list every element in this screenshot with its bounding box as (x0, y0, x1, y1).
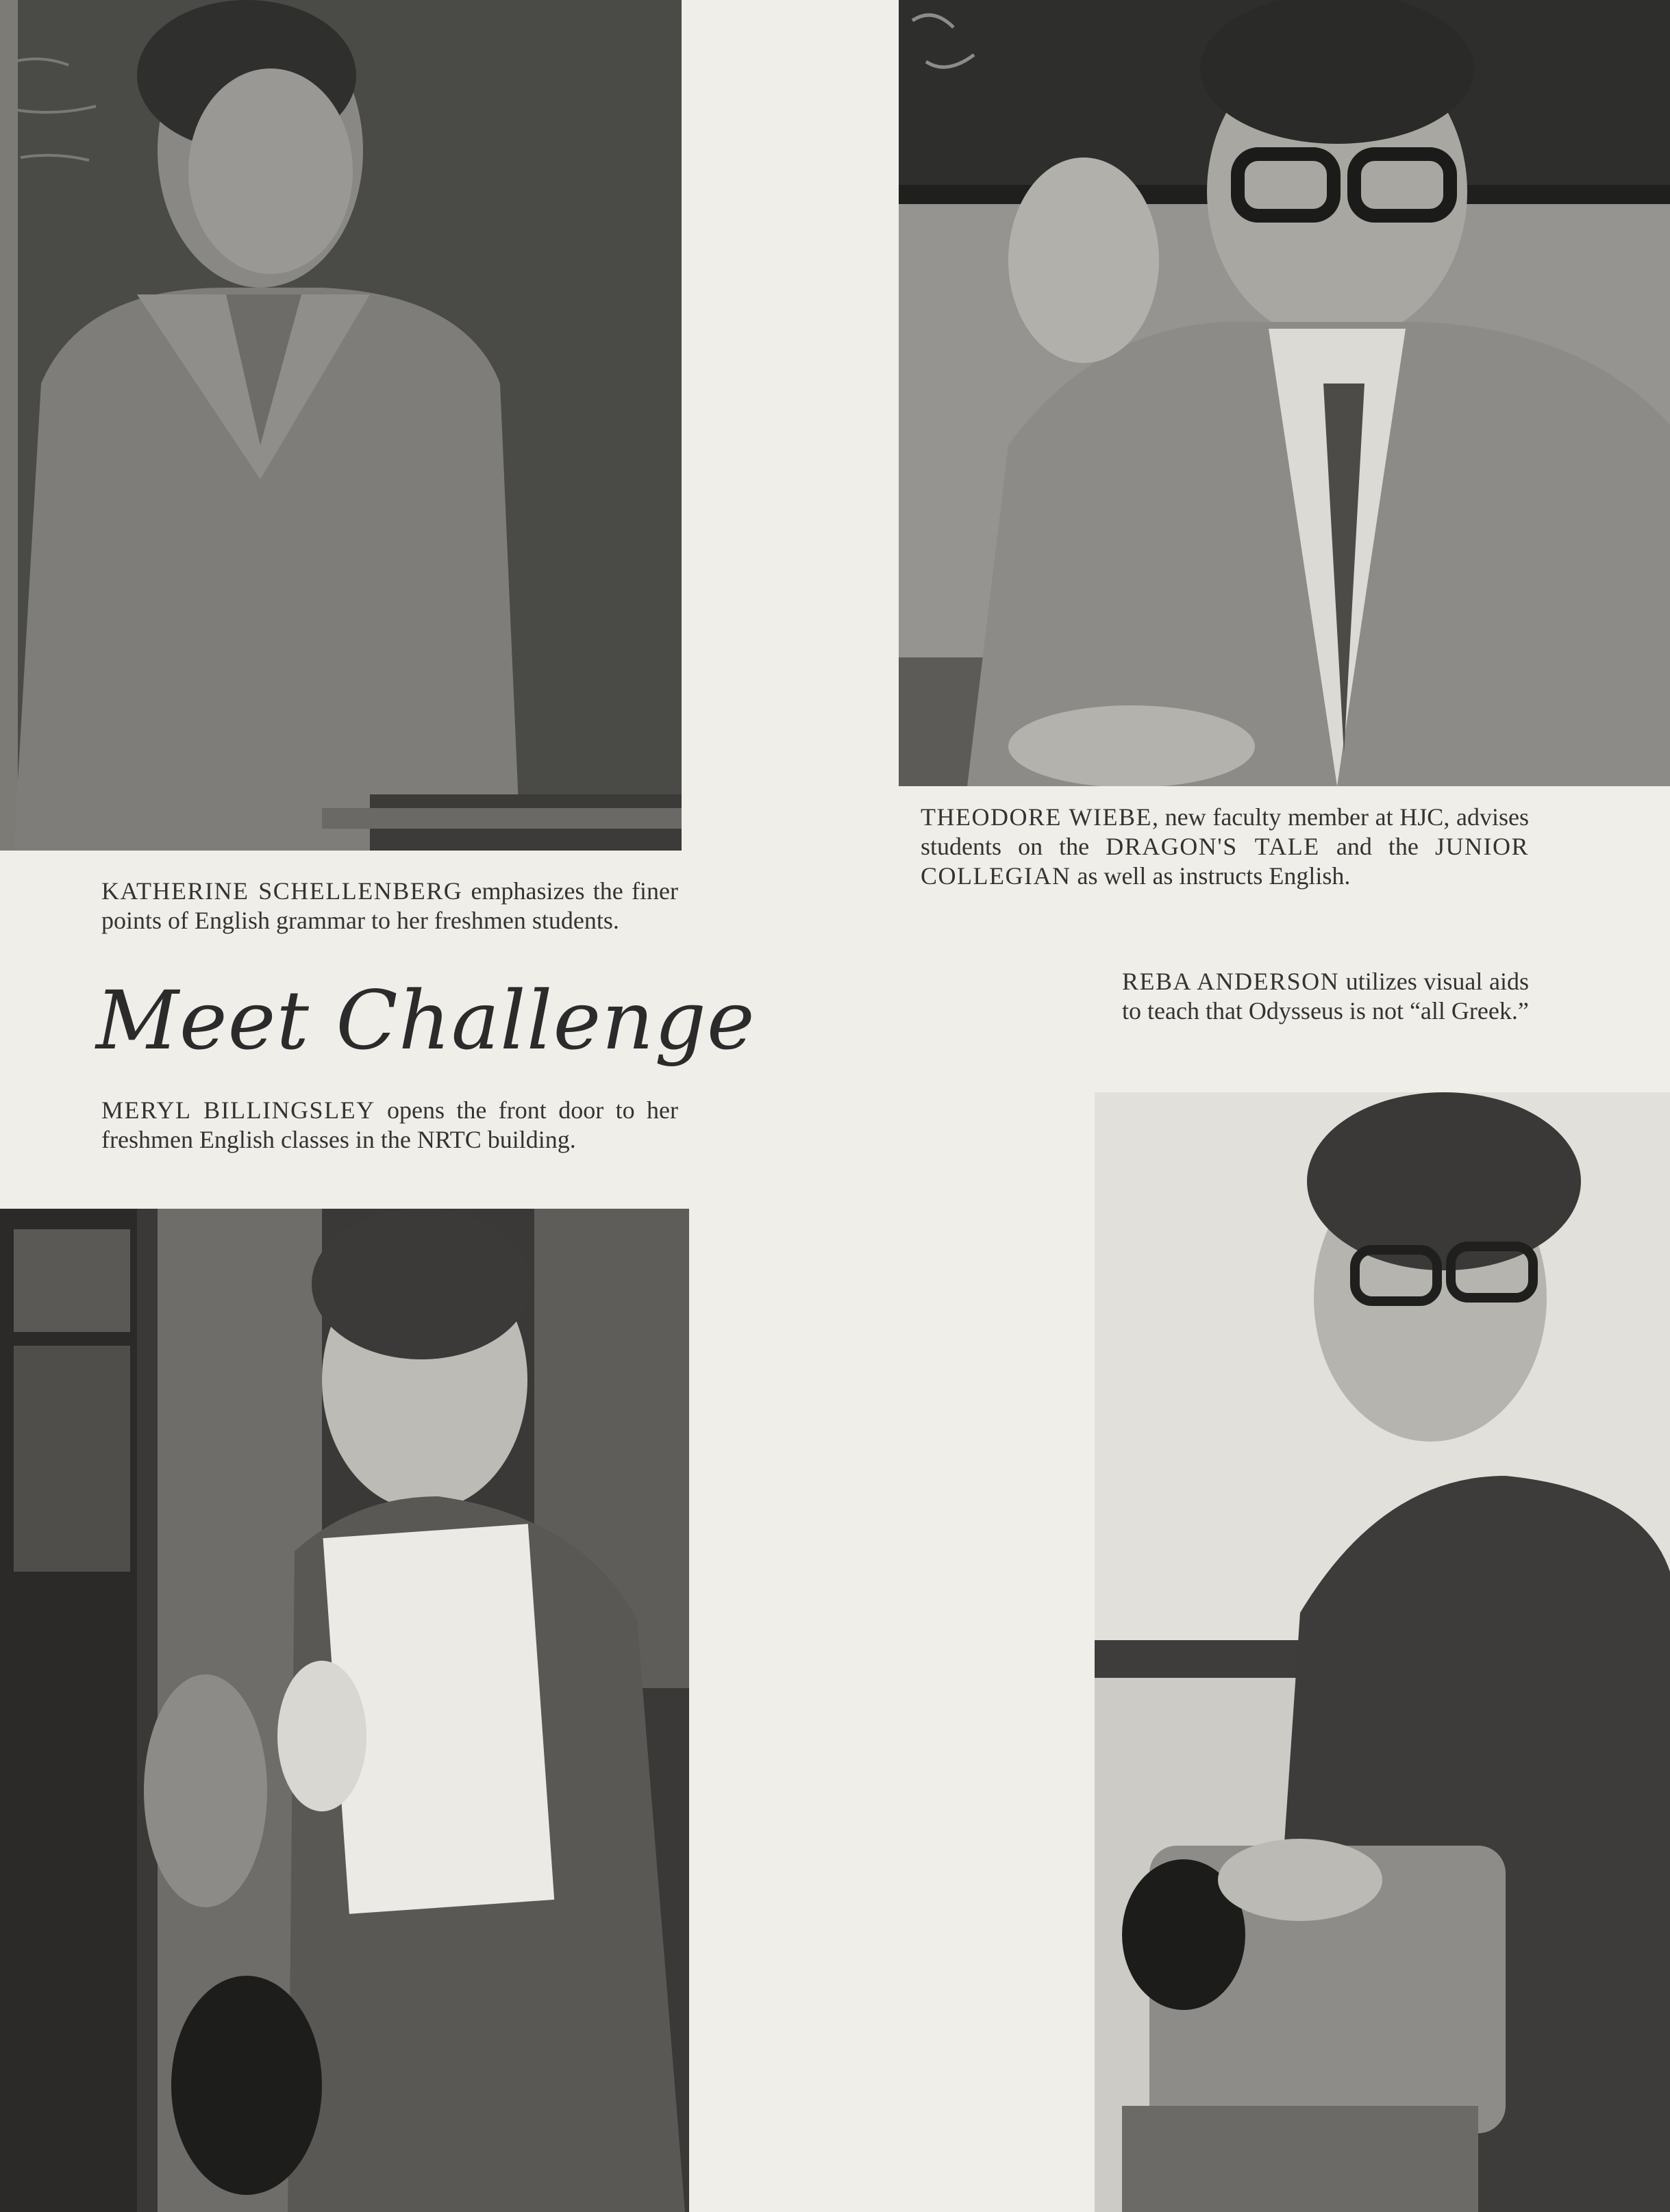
caption-schellenberg (101, 877, 678, 935)
page-heading: Meet Challenge (96, 973, 756, 1068)
caption-billingsley-name: MERYL BILLINGSLEY (101, 1096, 375, 1124)
caption-wiebe-publication-2: JUNIOR COLLEGIAN (921, 833, 1529, 890)
billingsley-photo-art (0, 1209, 689, 2212)
photo-schellenberg (0, 0, 682, 851)
caption-wiebe-text-2: and the (1319, 833, 1435, 860)
caption-wiebe-text-3: as well as instructs English. (1071, 862, 1351, 890)
caption-wiebe (921, 803, 1529, 891)
caption-anderson-text: utilizes visual aids to teach that Odysseus is not “all Greek.” (1122, 968, 1529, 1025)
anderson-photo-art (1095, 1092, 1670, 2212)
photo-anderson (1095, 1092, 1670, 2212)
caption-wiebe-publication-1: DRAGON'S TALE (1106, 833, 1320, 860)
schellenberg-photo-art (0, 0, 682, 851)
caption-schellenberg-name: KATHERINE SCHELLENBERG (101, 877, 463, 905)
caption-anderson-name: REBA ANDERSON (1122, 968, 1340, 995)
caption-anderson (1122, 967, 1529, 1026)
caption-schellenberg-text: emphasizes the finer points of English grammar to her freshmen students. (101, 877, 678, 934)
caption-billingsley-text: opens the front door to her freshmen English classes in the NRTC building. (101, 1096, 678, 1153)
photo-wiebe (899, 0, 1670, 786)
wiebe-photo-art (899, 0, 1670, 786)
photo-billingsley (0, 1209, 689, 2212)
caption-wiebe-name: THEODORE WIEBE (921, 803, 1152, 831)
caption-billingsley (101, 1096, 678, 1155)
caption-wiebe-text-1: , new faculty member at HJC, advises students on the (921, 803, 1529, 860)
